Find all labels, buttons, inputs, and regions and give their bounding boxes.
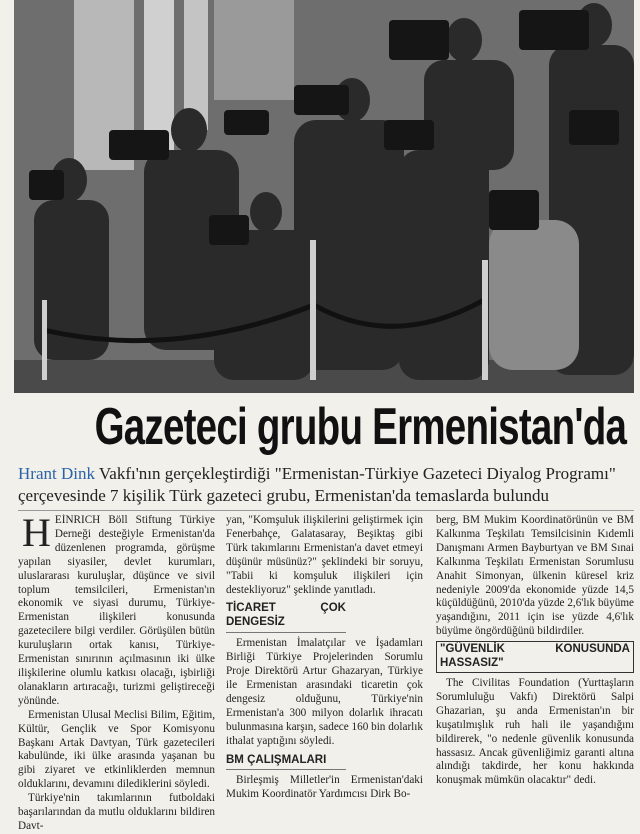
paragraph: Birleşmiş Milletler'in Ermenistan'daki Mukim Koordinatör Yardımcısı Dirk Bo- xyxy=(226,774,423,801)
photo-illustration-icon xyxy=(14,0,634,393)
article-body xyxy=(18,514,634,832)
dropcap: H xyxy=(22,514,51,555)
subheading: TİCARET ÇOK DENGESİZ xyxy=(226,602,346,633)
press-photographers-photo xyxy=(14,0,634,393)
deck-byline: Hrant Dink xyxy=(18,464,95,483)
paragraph: Ermenistan Ulusal Meclisi Bilim, Eğitim, Kültür, Gençlik ve Spor Komisyonu Başkanı Artak Davtyan, Türk gazetecileri kabulünde, iki ülke arasında yaşanan bu gibi ziyaret ve etkinliklerden memnun olduklarını, devamını dilediklerini söyledi. xyxy=(18,708,215,791)
paragraph: berg, BM Mukim Koordinatörünün ve BM Kalkınma Teşkilatı Temsilcisinin Kıdemli Danışmanı Armen Bayburtyan ve BM Sınai Kalkınma Teşkilatı Ermenistan Sorumlusu Anahit Simonyan, ülkenin küresel kriz nedeniyle 2009'da ekonomide yüzde 14,5 küçüldüğünü, 2010'da yüzde 2,6'lık büyüme yaşandığını, 2011 için ise yüzde 4,6'lık büyüme öngördüğünü bildirdiler. xyxy=(436,514,634,638)
deck xyxy=(18,463,636,507)
paragraph: The Civilitas Foundation (Yurttaşların Sorumluluğu Vakfı) Direktörü Salpi Ghazarian, şu anda Ermenistan'ın bir kuşatılmışlık ruh hali ile yaşandığını bildirerek, "o nedenle güvenlik konusunda hassasız. Ancak güvenliğimiz garanti altına alındığı takdirde, her konu hakkında konuşmak mümkün olacaktır" dedi. xyxy=(436,676,634,787)
subheading: "GÜVENLİK KONUSUNDA HASSASIZ" xyxy=(436,641,634,673)
article-column-1 xyxy=(18,514,215,834)
paragraph: Türkiye'nin takımlarının futboldaki başarılarından da mutlu olduklarını bildiren Davt- xyxy=(18,792,215,832)
divider xyxy=(18,510,634,511)
headline: Gazeteci grubu Ermenistan'da xyxy=(94,398,627,456)
article-column-2 xyxy=(226,514,423,802)
deck-text: Vakfı'nın gerçekleştirdiği "Ermenistan-Türkiye Gazeteci Diyalog Programı" çerçevesinde 7 kişilik Türk gazeteci grubu, Ermenistan'da temaslarda bulundu xyxy=(18,464,616,505)
subheading: BM ÇALIŞMALARI xyxy=(226,754,346,771)
paragraph: yan, "Komşuluk ilişkilerini geliştirmek için Fenerbahçe, Galatasaray, Beşiktaş gibi Türk takımlarını Ermenistan'a davet etmeyi düşünür müsünüz?" şeklindeki bir soruyu, "Tabii ki komşuluk ilişkileri için destekliyoruz" şeklinde yanıtladı. xyxy=(226,514,423,596)
article-column-3 xyxy=(436,514,634,788)
paragraph: Ermenistan İmalatçılar ve İşadamları Birliği Türkiye Projelerinden Sorumlu Proje Direktörü Artur Ghazaryan, Türkiye ile Ermenistan arasındaki ticaretin çok dengesiz olduğunu, Türkiye'nin Ermenistan'a 300 milyon dolarlık ihracatı bulunmasına karşın, sadece 160 bin dolarlık ithalat yaptığını söyledi. xyxy=(226,637,423,747)
paragraph: EİNRICH Böll Stiftung Türkiye Derneği desteğiyle Ermenistan'da düzenlenen programda, görüşme yapılan siyasiler, devlet kurumları, uluslararası kuruluşlar, düşünce ve sivil toplum temsilcileri, Ermenistan'ın ekonomik ve siyasi durumu, Türkiye-Ermenistan ilişkileri konusunda gazetecilere bilgi verdiler. Görüşülen bütün kuruluşların ortak kanısı, Türkiye-Ermenistan sınırının açılmasının iki ülke ilişkilerine olumlu katkısı olacağı, işbirliği olanakların artıracağı, turizmi geliştireceği yönünde. xyxy=(18,514,215,707)
